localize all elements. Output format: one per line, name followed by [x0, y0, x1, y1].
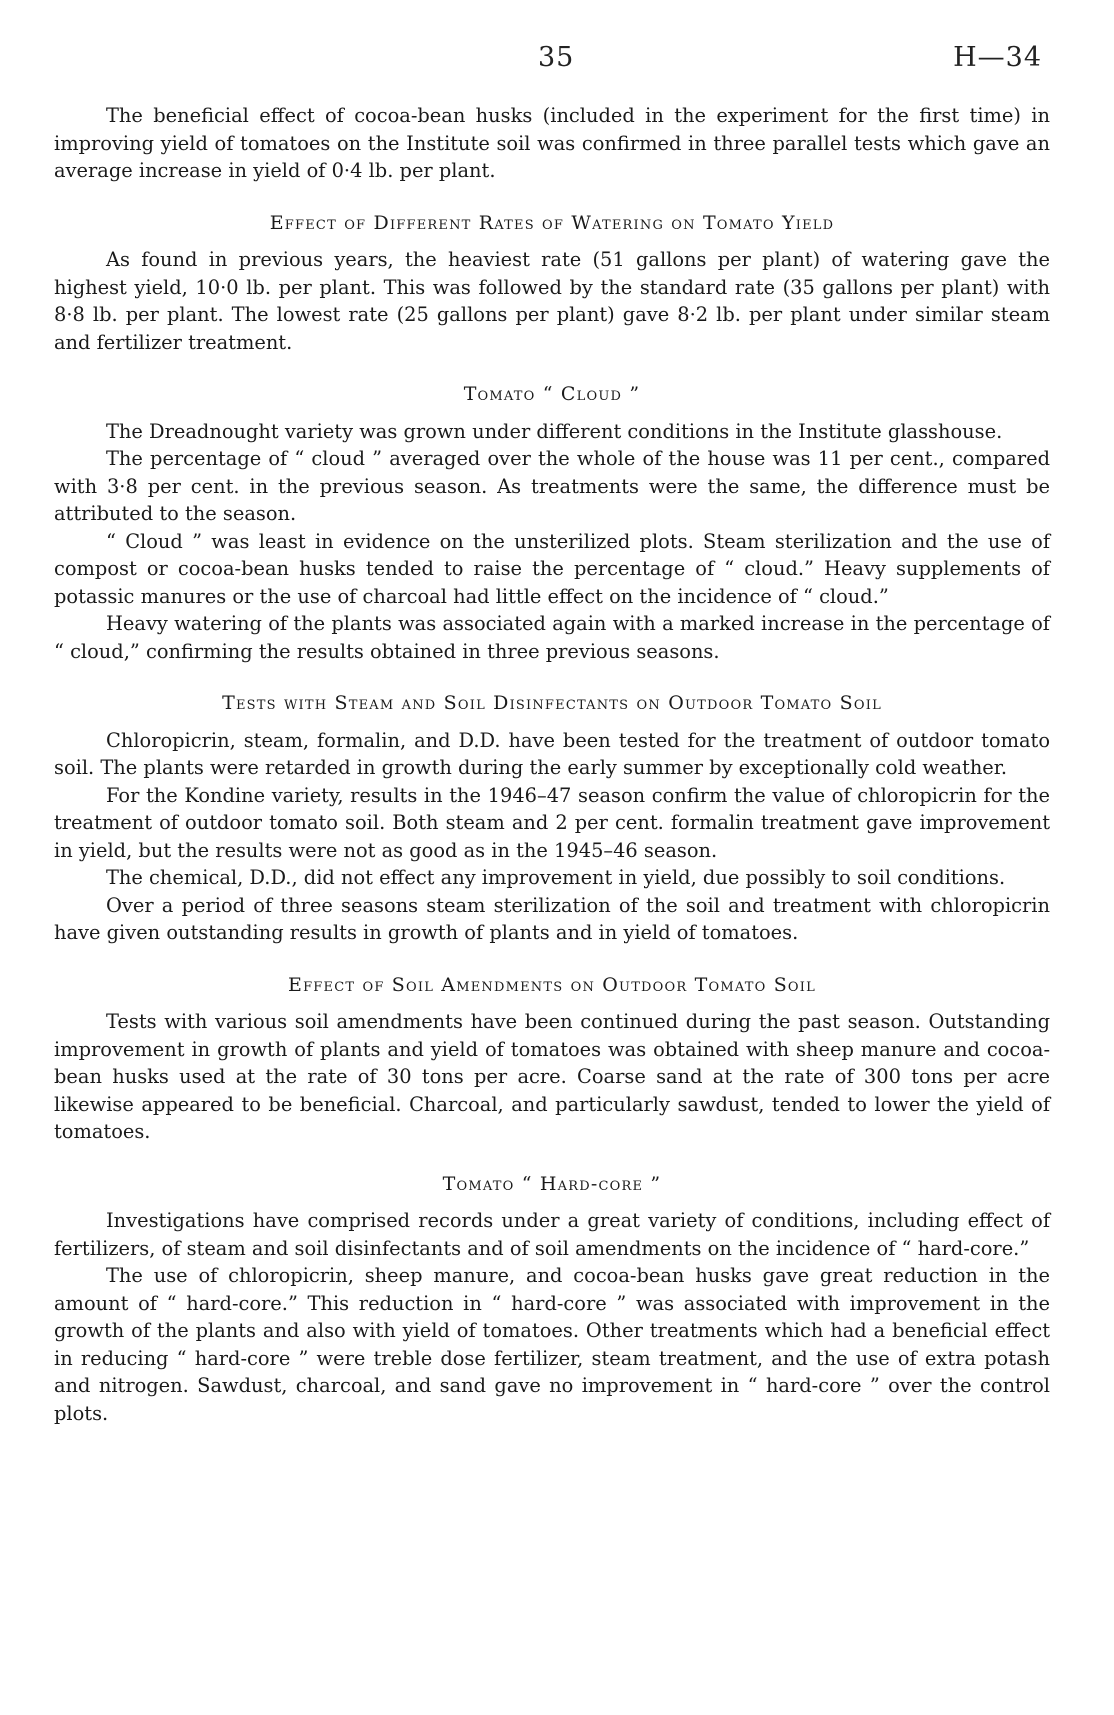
document-code: H—34	[953, 42, 1042, 73]
section-heading: Tomato “ Cloud ”	[463, 383, 641, 405]
section-heading: Effect of Different Rates of Watering on Tomato Yield	[269, 211, 835, 234]
paragraph: The chemical, D.D., did not effect any improvement in yield, due possibly to soil conditions.	[106, 866, 1006, 889]
paragraph: “ Cloud ” was least in evidence on the unsterilized plots. Steam sterilization and the use of compost or cocoa-bean husks tended to raise the percentage of “ cloud.” Heavy supplements of potassic manures or the use of charcoal had little effect on the incidence of “ cloud.”	[54, 529, 1050, 608]
paragraph: As found in previous years, the heaviest rate (51 gallons per plant) of watering gave the highest yield, 10·0 lb. per plant. This was followed by the standard rate (35 gallons per plant) with 8·8 lb. per plant. The lowest rate (25 gallons per plant) gave 8·2 lb. per plant under similar steam and fertilizer treatment.	[54, 248, 1050, 354]
paragraph: For the Kondine variety, results in the 1946–47 season confirm the value of chloropicrin for the treatment of outdoor tomato soil. Both steam and 2 per cent. formalin treatment gave improvement in yield, but the results were not as good as in the 1945–46 season.	[54, 783, 1050, 862]
page-number: 35	[538, 42, 575, 73]
paragraph: Investigations have comprised records under a great variety of conditions, including effect of fertilizers, of steam and soil disinfectants and of soil amendments on the incidence of “ hard-core.”	[54, 1209, 1050, 1260]
page-header	[0, 42, 1114, 82]
paragraph: Heavy watering of the plants was associated again with a marked increase in the percentage of “ cloud,” confirming the results obtained in three previous seasons.	[54, 612, 1050, 663]
paragraph: Tests with various soil amendments have been continued during the past season. Outstanding improvement in growth of plants and yield of tomatoes was obtained with sheep manure and cocoa-bean husks used at the rate of 30 tons per acre. Coarse sand at the rate of 300 tons per acre likewise appeared to be beneficial. Charcoal, and particularly sawdust, tended to lower the yield of tomatoes.	[54, 1010, 1050, 1143]
section-heading: Tomato “ Hard-core ”	[442, 1172, 662, 1195]
paragraph: The Dreadnought variety was grown under different conditions in the Institute glasshouse.	[106, 419, 1003, 443]
page-body	[54, 102, 1050, 1427]
paragraph: Chloropicrin, steam, formalin, and D.D. have been tested for the treatment of outdoor tomato soil. The plants were retarded in growth during the early summer by exceptionally cold weather.	[54, 728, 1050, 779]
paragraph: The percentage of “ cloud ” averaged over the whole of the house was 11 per cent., compared with 3·8 per cent. in the previous season. As treatments were the same, the difference must be attributed to the season.	[54, 447, 1050, 525]
paragraph: The beneficial effect of cocoa-bean husks (included in the experiment for the first time) in improving yield of tomatoes on the Institute soil was confirmed in three parallel tests which gave an average increase in yield of 0·4 lb. per plant.	[54, 104, 1050, 182]
section-heading: Effect of Soil Amendments on Outdoor Tomato Soil	[288, 973, 816, 996]
section-heading: Tests with Steam and Soil Disinfectants on Outdoor Tomato Soil	[222, 692, 882, 714]
paragraph: The use of chloropicrin, sheep manure, and cocoa-bean husks gave great reduction in the amount of “ hard-core.” This reduction in “ hard-core ” was associated with improvement in the growth of the plants and also with yield of tomatoes. Other treatments which had a beneficial effect in reducing “ hard-core ” were treble dose fertilizer, steam treatment, and the use of extra potash and nitrogen. Sawdust, charcoal, and sand gave no improvement in “ hard-core ” over the control plots.	[54, 1264, 1050, 1425]
paragraph: Over a period of three seasons steam sterilization of the soil and treatment with chloropicrin have given outstanding results in growth of plants and in yield of tomatoes.	[54, 893, 1050, 944]
